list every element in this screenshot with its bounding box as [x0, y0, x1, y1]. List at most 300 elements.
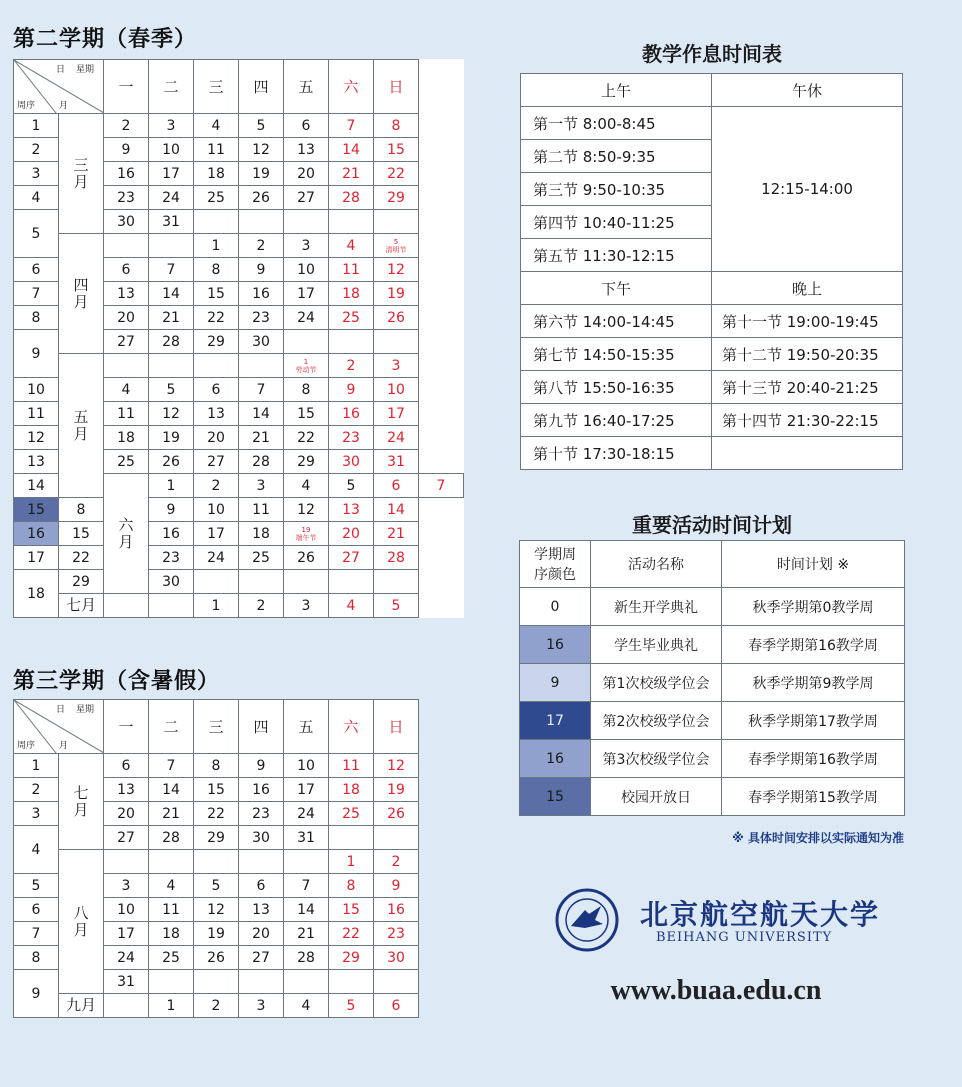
- period-time: 第一节 8:00-8:45: [521, 107, 712, 140]
- activity-plan: 秋季学期第0教学周: [722, 588, 905, 626]
- calendar-day: [194, 354, 239, 378]
- calendar-day: 27: [329, 546, 374, 570]
- calendar-day: 12: [239, 138, 284, 162]
- calendar-day: 4: [329, 234, 374, 258]
- activity-week: 9: [520, 664, 591, 702]
- period-time: 第十三节 20:40-21:25: [712, 371, 903, 404]
- calendar-day: 21: [149, 802, 194, 826]
- calendar-day: [149, 970, 194, 994]
- calendar-day: 17: [374, 402, 419, 426]
- weekday-header: 二: [149, 60, 194, 114]
- calendar-day: 3: [284, 594, 329, 618]
- calendar-day: 11: [329, 754, 374, 778]
- calendar-day: 14: [329, 138, 374, 162]
- calendar-day: 5: [329, 474, 374, 498]
- calendar-day: 3: [239, 994, 284, 1018]
- calendar-day: [374, 826, 419, 850]
- week-number: 7: [14, 282, 59, 306]
- period-time: 第二节 8:50-9:35: [521, 140, 712, 173]
- calendar-day: 4: [329, 594, 374, 618]
- calendar-day: 7: [419, 474, 464, 498]
- calendar-day: 20: [239, 922, 284, 946]
- activity-header: 活动名称: [591, 541, 722, 588]
- calendar-day: 21: [329, 162, 374, 186]
- calendar-day: [329, 330, 374, 354]
- week-number: 18: [14, 570, 59, 618]
- week-number: 15: [14, 498, 59, 522]
- calendar-day: 1: [194, 594, 239, 618]
- calendar-day: 18: [329, 282, 374, 306]
- university-url[interactable]: www.buaa.edu.cn: [610, 975, 822, 1006]
- calendar-day: [329, 570, 374, 594]
- weekday-header: 五: [284, 700, 329, 754]
- calendar-day: 16: [149, 522, 194, 546]
- calendar-day: 21: [149, 306, 194, 330]
- calendar-row: [14, 354, 464, 378]
- calendar-day: 26: [284, 546, 329, 570]
- calendar-day: 19: [239, 162, 284, 186]
- corner-label-weekday: 星期: [76, 705, 95, 715]
- calendar-day: 24: [284, 802, 329, 826]
- weekday-header: 五: [284, 60, 329, 114]
- calendar-row: [14, 570, 464, 594]
- month-label: 四 月: [59, 234, 104, 354]
- calendar-day: 11: [104, 402, 149, 426]
- calendar-day: 4: [149, 874, 194, 898]
- weekday-header: 一: [104, 700, 149, 754]
- calendar-day: 27: [104, 826, 149, 850]
- week-number: 9: [14, 970, 59, 1018]
- calendar-day: 20: [329, 522, 374, 546]
- calendar-day: 24: [149, 186, 194, 210]
- calendar-day: 6: [194, 378, 239, 402]
- calendar-day: 5: [194, 874, 239, 898]
- calendar-day: 30: [104, 210, 149, 234]
- calendar-day: 31: [104, 970, 149, 994]
- calendar-day: 7: [149, 258, 194, 282]
- activity-week: 17: [520, 702, 591, 740]
- calendar-day: [194, 970, 239, 994]
- calendar-day: 8: [194, 258, 239, 282]
- calendar-day: 18: [194, 162, 239, 186]
- calendar-row: [14, 546, 464, 570]
- activities-table: [519, 540, 905, 816]
- calendar-day: 15: [194, 778, 239, 802]
- month-label: 八 月: [59, 850, 104, 994]
- calendar-day: 14: [149, 778, 194, 802]
- calendar-day: [329, 826, 374, 850]
- calendar-day: [104, 994, 149, 1018]
- weekday-header: 六: [329, 60, 374, 114]
- calendar-day: 23: [239, 802, 284, 826]
- period-time: 第四节 10:40-11:25: [521, 206, 712, 239]
- calendar-corner-header: [14, 60, 104, 114]
- week-number: 8: [14, 306, 59, 330]
- calendar-day: [329, 210, 374, 234]
- calendar-day: [374, 570, 419, 594]
- calendar-day: 10: [284, 754, 329, 778]
- calendar-day: 9: [149, 498, 194, 522]
- calendar-day: 26: [239, 186, 284, 210]
- calendar-day: 5: [149, 378, 194, 402]
- calendar-day: 6: [374, 474, 419, 498]
- calendar-day: 8: [59, 498, 104, 522]
- calendar-day: 26: [149, 450, 194, 474]
- weekday-header: 四: [239, 700, 284, 754]
- calendar-day: [149, 354, 194, 378]
- calendar-day: 2: [194, 994, 239, 1018]
- calendar-day: 29: [284, 450, 329, 474]
- weekday-header: 三: [194, 60, 239, 114]
- corner-label-day: 日: [56, 705, 66, 715]
- calendar-day: [284, 210, 329, 234]
- weekday-header: 六: [329, 700, 374, 754]
- calendar-day: 30: [149, 570, 194, 594]
- activity-header: 时间计划 ※: [722, 541, 905, 588]
- activity-week: 0: [520, 588, 591, 626]
- calendar-day: 9: [239, 754, 284, 778]
- calendar-row: [14, 498, 464, 522]
- calendar-day: 7: [284, 874, 329, 898]
- calendar-day: 3: [149, 114, 194, 138]
- calendar-day: 25: [329, 306, 374, 330]
- calendar-day: 4: [284, 474, 329, 498]
- calendar-day: 25: [104, 450, 149, 474]
- calendar-day: [149, 850, 194, 874]
- calendar-day: 12: [374, 754, 419, 778]
- schedule-title: 教学作息时间表: [642, 42, 782, 66]
- morning-header: 上午: [521, 74, 712, 107]
- calendar-day: 4: [284, 994, 329, 1018]
- calendar-day: 2: [239, 594, 284, 618]
- calendar-day: 8: [374, 114, 419, 138]
- calendar-day: 28: [239, 450, 284, 474]
- calendar-day: 20: [194, 426, 239, 450]
- activity-name: 第1次校级学位会: [591, 664, 722, 702]
- week-number: 3: [14, 162, 59, 186]
- week-number: 4: [14, 186, 59, 210]
- calendar-row: [14, 850, 419, 874]
- week-number: 1: [14, 754, 59, 778]
- calendar-day: 19: [149, 426, 194, 450]
- calendar-day: 27: [194, 450, 239, 474]
- activity-week: 16: [520, 740, 591, 778]
- calendar-day: 21: [239, 426, 284, 450]
- activity-week: 16: [520, 626, 591, 664]
- calendar-day: [239, 970, 284, 994]
- calendar-day: 10: [284, 258, 329, 282]
- week-number: 5: [14, 210, 59, 258]
- calendar-day: 1: [329, 850, 374, 874]
- calendar-day: 18: [149, 922, 194, 946]
- calendar-day: 2: [104, 114, 149, 138]
- calendar-day: 17: [149, 162, 194, 186]
- calendar-day: 27: [284, 186, 329, 210]
- calendar-day: 22: [329, 922, 374, 946]
- calendar-day: 17: [284, 282, 329, 306]
- calendar-day: 19: [374, 778, 419, 802]
- calendar-row: [14, 234, 464, 258]
- calendar-day: 6: [284, 114, 329, 138]
- calendar-row: [14, 594, 464, 618]
- calendar-day: [374, 210, 419, 234]
- calendar-day: [239, 354, 284, 378]
- calendar-day: 22: [59, 546, 104, 570]
- calendar-day: 6: [104, 258, 149, 282]
- calendar-day: 7: [149, 754, 194, 778]
- calendar-day: 1: [194, 234, 239, 258]
- calendar-day: 14: [374, 498, 419, 522]
- calendar-day: 15: [59, 522, 104, 546]
- period-time: [712, 437, 903, 470]
- calendar-day: 3: [284, 234, 329, 258]
- calendar-day: 14: [149, 282, 194, 306]
- calendar-day: 29: [59, 570, 104, 594]
- corner-label-weekday: 星期: [76, 65, 95, 75]
- calendar-row: [14, 114, 464, 138]
- calendar-day: 20: [284, 162, 329, 186]
- activity-plan: 秋季学期第17教学周: [722, 702, 905, 740]
- week-number: 2: [14, 778, 59, 802]
- calendar-day: 16: [329, 402, 374, 426]
- week-number: 5: [14, 874, 59, 898]
- week-number: 6: [14, 258, 59, 282]
- calendar-corner-header: [14, 700, 104, 754]
- calendar-day: [194, 570, 239, 594]
- weekday-header: 一: [104, 60, 149, 114]
- week-number: 8: [14, 946, 59, 970]
- corner-label-month: 月: [59, 741, 69, 751]
- calendar-day: 6: [374, 994, 419, 1018]
- calendar-day: [329, 970, 374, 994]
- calendar-day: 5: [329, 994, 374, 1018]
- calendar-day: 13: [104, 778, 149, 802]
- week-number: 6: [14, 898, 59, 922]
- calendar-day: 13: [104, 282, 149, 306]
- calendar-day: 5: [374, 594, 419, 618]
- week-number: 11: [14, 402, 59, 426]
- calendar-row: [14, 754, 419, 778]
- calendar-day: 9: [329, 378, 374, 402]
- activity-name: 校园开放日: [591, 778, 722, 816]
- calendar-day: 1 劳动节: [284, 354, 329, 378]
- calendar-day: 5 清明节: [374, 234, 419, 258]
- weekday-header: 日: [374, 60, 419, 114]
- corner-label-week: 周序: [17, 741, 36, 751]
- activity-plan: 春季学期第15教学周: [722, 778, 905, 816]
- activity-name: 第3次校级学位会: [591, 740, 722, 778]
- calendar-day: 13: [329, 498, 374, 522]
- week-number: 7: [14, 922, 59, 946]
- sem3-title: 第三学期（含暑假）: [13, 669, 221, 694]
- calendar-day: 25: [329, 802, 374, 826]
- calendar-day: 24: [284, 306, 329, 330]
- calendar-day: [284, 970, 329, 994]
- calendar-day: 18: [239, 522, 284, 546]
- calendar-day: 31: [149, 210, 194, 234]
- calendar-day: 4: [194, 114, 239, 138]
- calendar-day: 30: [239, 330, 284, 354]
- period-time: 第七节 14:50-15:35: [521, 338, 712, 371]
- calendar-day: 2: [329, 354, 374, 378]
- weekday-header: 三: [194, 700, 239, 754]
- calendar-day: 24: [194, 546, 239, 570]
- calendar-day: 22: [194, 802, 239, 826]
- calendar-day: [374, 970, 419, 994]
- sem2-title: 第二学期（春季）: [13, 27, 198, 52]
- calendar-day: 3: [239, 474, 284, 498]
- calendar-day: 2: [374, 850, 419, 874]
- weekday-header: 二: [149, 700, 194, 754]
- corner-label-day: 日: [56, 65, 66, 75]
- calendar-day: 16: [239, 282, 284, 306]
- calendar-day: 26: [374, 306, 419, 330]
- week-number: 10: [14, 378, 59, 402]
- period-time: 第十一节 19:00-19:45: [712, 305, 903, 338]
- period-time: 第九节 16:40-17:25: [521, 404, 712, 437]
- calendar-day: 28: [149, 826, 194, 850]
- calendar-day: 19: [374, 282, 419, 306]
- calendar-day: [104, 594, 149, 618]
- sem3-calendar: [13, 699, 419, 1018]
- calendar-day: 17: [284, 778, 329, 802]
- calendar-day: 10: [149, 138, 194, 162]
- evening-header: 晚上: [712, 272, 903, 305]
- calendar-day: 15: [374, 138, 419, 162]
- calendar-day: 27: [239, 946, 284, 970]
- calendar-day: 29: [194, 826, 239, 850]
- weekday-header: 日: [374, 700, 419, 754]
- week-number: 9: [14, 330, 59, 378]
- calendar-day: 2: [239, 234, 284, 258]
- period-time: 第三节 9:50-10:35: [521, 173, 712, 206]
- activity-name: 学生毕业典礼: [591, 626, 722, 664]
- week-number: 12: [14, 426, 59, 450]
- month-label: 六 月: [104, 474, 149, 594]
- calendar-day: 25: [239, 546, 284, 570]
- calendar-day: 12: [149, 402, 194, 426]
- activity-name: 第2次校级学位会: [591, 702, 722, 740]
- calendar-day: 14: [284, 898, 329, 922]
- calendar-day: 24: [104, 946, 149, 970]
- weekday-header: 四: [239, 60, 284, 114]
- calendar-day: 28: [284, 946, 329, 970]
- calendar-day: 15: [329, 898, 374, 922]
- period-time: 第十四节 21:30-22:15: [712, 404, 903, 437]
- calendar-day: [194, 210, 239, 234]
- calendar-day: 15: [194, 282, 239, 306]
- calendar-day: [104, 234, 149, 258]
- corner-label-month: 月: [59, 101, 69, 111]
- calendar-day: 20: [104, 306, 149, 330]
- calendar-day: 17: [104, 922, 149, 946]
- calendar-day: [104, 354, 149, 378]
- university-name-cn: 北京航空航天大学: [640, 898, 881, 931]
- calendar-day: 23: [149, 546, 194, 570]
- calendar-day: 11: [149, 898, 194, 922]
- calendar-day: 26: [194, 946, 239, 970]
- calendar-day: 17: [194, 522, 239, 546]
- university-name-en: BEIHANG UNIVERSITY: [656, 930, 833, 945]
- calendar-day: 28: [149, 330, 194, 354]
- week-number: 3: [14, 802, 59, 826]
- calendar-day: 24: [374, 426, 419, 450]
- calendar-day: 23: [374, 922, 419, 946]
- activities-title: 重要活动时间计划: [632, 513, 792, 537]
- calendar-day: 1: [149, 474, 194, 498]
- calendar-day: 27: [104, 330, 149, 354]
- calendar-day: 23: [239, 306, 284, 330]
- noon-time: 12:15-14:00: [712, 107, 903, 272]
- activities-note: ※ 具体时间安排以实际通知为准: [732, 831, 904, 845]
- calendar-day: 22: [284, 426, 329, 450]
- calendar-day: 28: [329, 186, 374, 210]
- week-number: 14: [14, 474, 59, 498]
- sem2-calendar: [13, 59, 464, 618]
- calendar-day: 23: [329, 426, 374, 450]
- calendar-day: 22: [194, 306, 239, 330]
- schedule-table: [520, 73, 903, 470]
- calendar-day: 5: [239, 114, 284, 138]
- calendar-day: 22: [374, 162, 419, 186]
- calendar-day: 18: [329, 778, 374, 802]
- calendar-day: 18: [104, 426, 149, 450]
- period-time: 第八节 15:50-16:35: [521, 371, 712, 404]
- calendar-day: 7: [329, 114, 374, 138]
- calendar-day: 25: [194, 186, 239, 210]
- week-number: 2: [14, 138, 59, 162]
- calendar-day: 29: [329, 946, 374, 970]
- calendar-day: 12: [194, 898, 239, 922]
- calendar-day: 9: [239, 258, 284, 282]
- calendar-day: [239, 570, 284, 594]
- calendar-day: 10: [194, 498, 239, 522]
- calendar-day: 12: [374, 258, 419, 282]
- calendar-day: 19: [194, 922, 239, 946]
- calendar-day: 31: [284, 826, 329, 850]
- calendar-day: [149, 594, 194, 618]
- period-time: 第十节 17:30-18:15: [521, 437, 712, 470]
- week-number: 4: [14, 826, 59, 874]
- calendar-day: 8: [329, 874, 374, 898]
- calendar-day: [284, 570, 329, 594]
- calendar-day: [194, 850, 239, 874]
- calendar-day: 11: [194, 138, 239, 162]
- activity-plan: 秋季学期第9教学周: [722, 664, 905, 702]
- calendar-day: 3: [104, 874, 149, 898]
- calendar-day: 6: [239, 874, 284, 898]
- period-time: 第五节 11:30-12:15: [521, 239, 712, 272]
- calendar-day: 3: [374, 354, 419, 378]
- activity-name: 新生开学典礼: [591, 588, 722, 626]
- calendar-day: 10: [104, 898, 149, 922]
- month-label: 三 月: [59, 114, 104, 234]
- period-time: 第十二节 19:50-20:35: [712, 338, 903, 371]
- calendar-day: [284, 330, 329, 354]
- calendar-day: 29: [374, 186, 419, 210]
- calendar-day: 4: [104, 378, 149, 402]
- calendar-day: 30: [239, 826, 284, 850]
- calendar-day: 21: [374, 522, 419, 546]
- university-seal-icon: [555, 888, 619, 952]
- activity-header: 学期周 序颜色: [520, 541, 591, 588]
- calendar-day: 6: [104, 754, 149, 778]
- activity-plan: 春季学期第16教学周: [722, 626, 905, 664]
- calendar-day: 25: [149, 946, 194, 970]
- activity-week: 15: [520, 778, 591, 816]
- calendar-day: 19 端午节: [284, 522, 329, 546]
- calendar-day: 8: [284, 378, 329, 402]
